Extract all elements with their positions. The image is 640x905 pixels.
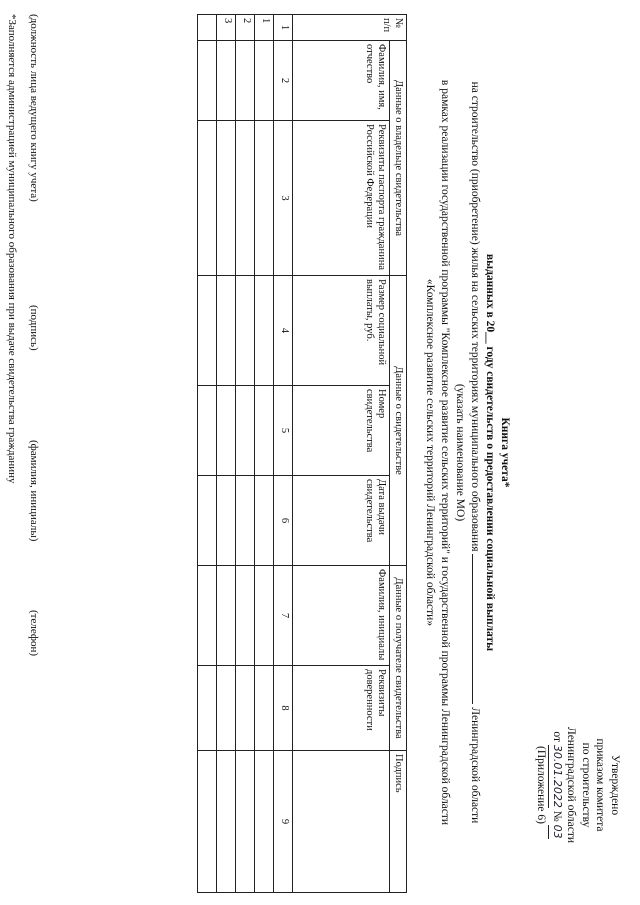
column-number: 4 bbox=[274, 276, 293, 386]
municipality-blank bbox=[472, 554, 473, 704]
cert-number-header: Номер свидетельства bbox=[293, 386, 390, 476]
table-row bbox=[198, 15, 217, 893]
approval-line: Ленинградской области bbox=[565, 726, 578, 844]
title-line: Ленинградской области bbox=[469, 707, 481, 824]
subheader-row bbox=[293, 15, 390, 893]
phone-caption: (телефон) bbox=[28, 610, 40, 657]
passport-header: Реквизиты паспорта гражданина Российской Федерации bbox=[293, 121, 390, 276]
number-label: № bbox=[551, 810, 563, 822]
approval-block bbox=[534, 685, 622, 885]
amount-header: Размер социальной выплаты, руб. bbox=[293, 276, 390, 386]
recipient-group-header: Данные о получателе свидетельства bbox=[390, 566, 407, 751]
table-row bbox=[217, 15, 236, 893]
signature-subheader bbox=[293, 751, 390, 893]
handwritten-date: 30.01.2022 bbox=[549, 745, 565, 808]
ledger-table bbox=[197, 14, 407, 893]
fio-header: Фамилия, имя, отчество bbox=[293, 41, 390, 121]
approval-line: приказом комитета bbox=[594, 738, 607, 832]
handwritten-number: 03 bbox=[549, 825, 565, 839]
column-number: 7 bbox=[274, 566, 293, 666]
owner-group-header: Данные о владельце свидетельства bbox=[390, 41, 407, 276]
column-number-row bbox=[274, 15, 293, 893]
column-number: 9 bbox=[274, 751, 293, 893]
title-line: «Комплексное развитие сельских территорий Ленинградской области» bbox=[424, 278, 436, 627]
column-number: 5 bbox=[274, 386, 293, 476]
position-caption: (должность лица ведущего книгу учета) bbox=[28, 14, 40, 202]
table-row bbox=[236, 15, 255, 893]
recipient-fio-header: Фамилия, инициалы bbox=[293, 566, 390, 666]
approval-line: Утверждено bbox=[609, 754, 621, 816]
name-caption: (фамилия, инициалы) bbox=[28, 440, 40, 542]
row-number: 2 bbox=[236, 15, 255, 41]
title-line: в рамках реализации государственной программы "Комплексное развитие сельских территорий" и государственной программы Ленинградской области bbox=[439, 79, 451, 826]
row-number: 1 bbox=[255, 15, 274, 41]
approval-date-line bbox=[549, 685, 565, 885]
certificate-group-header: Данные о свидетельстве bbox=[390, 276, 407, 566]
column-number: 1 bbox=[274, 15, 293, 41]
column-number: 8 bbox=[274, 666, 293, 751]
approval-line: по строительству bbox=[580, 742, 592, 828]
title-line-municipality bbox=[467, 0, 482, 905]
col-number-header: № п/п bbox=[293, 15, 407, 41]
title-line: выданных в 20__ году свидетельств о предоставлении социальной выплаты bbox=[484, 253, 496, 652]
column-number: 6 bbox=[274, 476, 293, 566]
row-number bbox=[198, 15, 217, 41]
power-of-attorney-header: Реквизиты доверенности bbox=[293, 666, 390, 751]
municipality-hint: (указать наименование МО) bbox=[454, 383, 466, 522]
column-number: 2 bbox=[274, 41, 293, 121]
footnote: *Заполняется администрацией муниципального образования при выдаче свидетельства гражданину bbox=[6, 14, 18, 484]
header-row bbox=[390, 15, 407, 893]
date-prefix: от bbox=[551, 731, 563, 743]
signature-caption: (подпись) bbox=[28, 305, 40, 351]
title-block bbox=[422, 0, 512, 905]
issue-date-header: Дата выдачи свидетельства bbox=[293, 476, 390, 566]
column-number: 3 bbox=[274, 121, 293, 276]
table-row bbox=[255, 15, 274, 893]
document-heading: Книга учета* bbox=[499, 417, 511, 488]
signature-header: Подпись bbox=[390, 751, 407, 893]
appendix-label: (Приложение 6) bbox=[535, 745, 548, 824]
title-line: на строительство (приобретение) жилья на сельских территориях муниципального образования bbox=[469, 81, 481, 552]
row-number: 3 bbox=[217, 15, 236, 41]
